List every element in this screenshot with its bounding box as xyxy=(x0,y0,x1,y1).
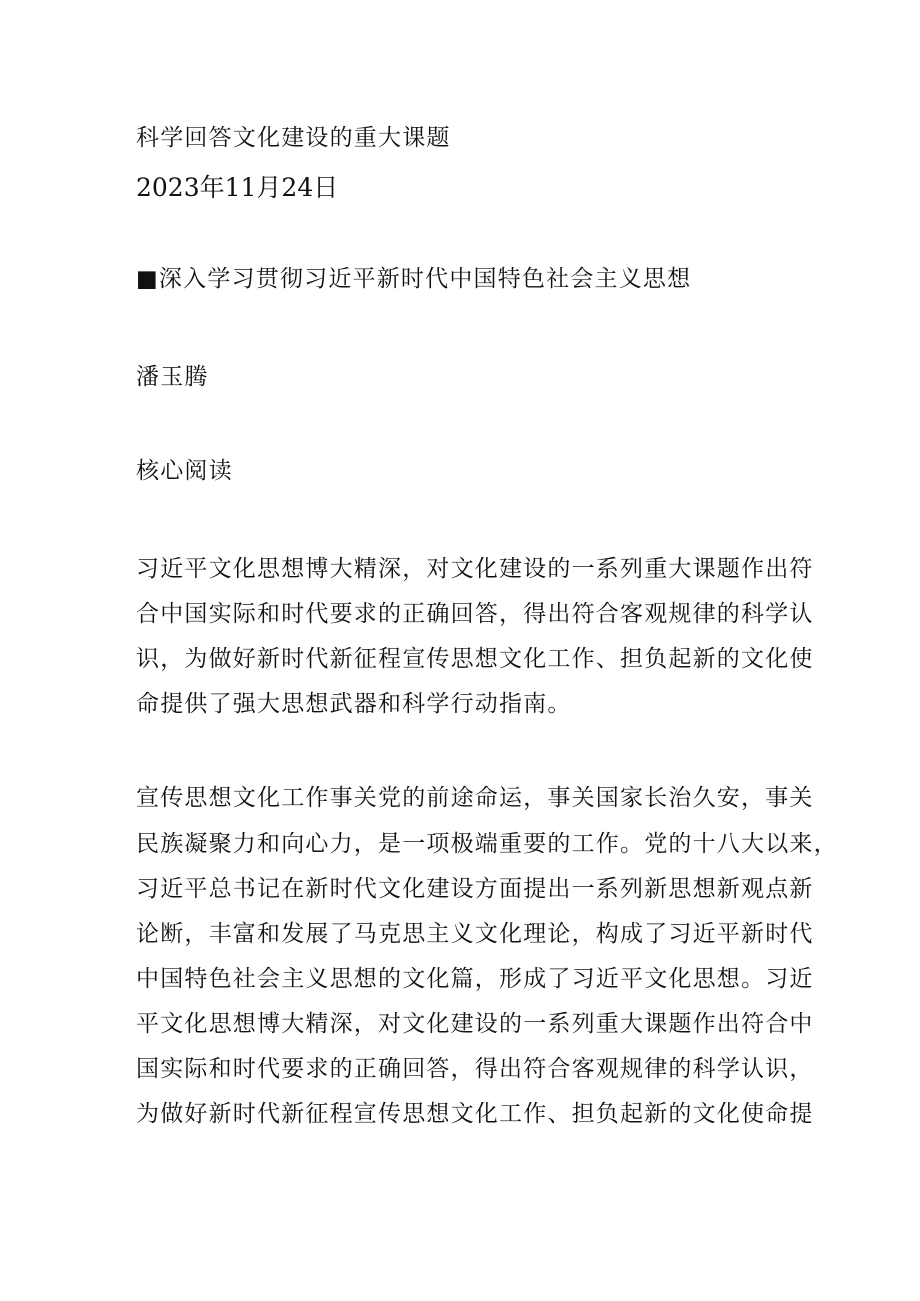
paragraph-line: 习近平总书记在新时代文化建设方面提出一系列新思想新观点新 xyxy=(136,876,814,902)
section-heading: ■深入学习贯彻习近平新时代中国特色社会主义思想 xyxy=(136,266,692,292)
paragraph-line: 中国特色社会主义思想的文化篇，形成了习近平文化思想。习近 xyxy=(136,966,814,992)
article-date: 2023年11月24日 xyxy=(136,173,339,202)
paragraph-line: 习近平文化思想博大精深，对文化建设的一系列重大课题作出符 xyxy=(136,556,814,582)
paragraph-line: 论断，丰富和发展了马克思主义文化理论，构成了习近平新时代 xyxy=(136,921,814,947)
paragraph-line: 为做好新时代新征程宣传思想文化工作、担负起新的文化使命提 xyxy=(136,1101,814,1127)
paragraph-line: 合中国实际和时代要求的正确回答，得出符合客观规律的科学认 xyxy=(136,601,814,627)
paragraph-line: 平文化思想博大精深，对文化建设的一系列重大课题作出符合中 xyxy=(136,1011,814,1037)
article-title: 科学回答文化建设的重大课题 xyxy=(136,125,451,151)
paragraph-line: 命提供了强大思想武器和科学行动指南。 xyxy=(136,691,572,717)
core-reading-label: 核心阅读 xyxy=(136,458,233,484)
paragraph-line: 识，为做好新时代新征程宣传思想文化工作、担负起新的文化使 xyxy=(136,646,814,672)
paragraph-line: 宣传思想文化工作事关党的前途命运，事关国家长治久安，事关 xyxy=(136,785,814,811)
author-name: 潘玉腾 xyxy=(136,364,209,390)
paragraph-line: 国实际和时代要求的正确回答，得出符合客观规律的科学认识， xyxy=(136,1056,814,1082)
paragraph-line: 民族凝聚力和向心力，是一项极端重要的工作。党的十八大以来， xyxy=(136,831,838,857)
